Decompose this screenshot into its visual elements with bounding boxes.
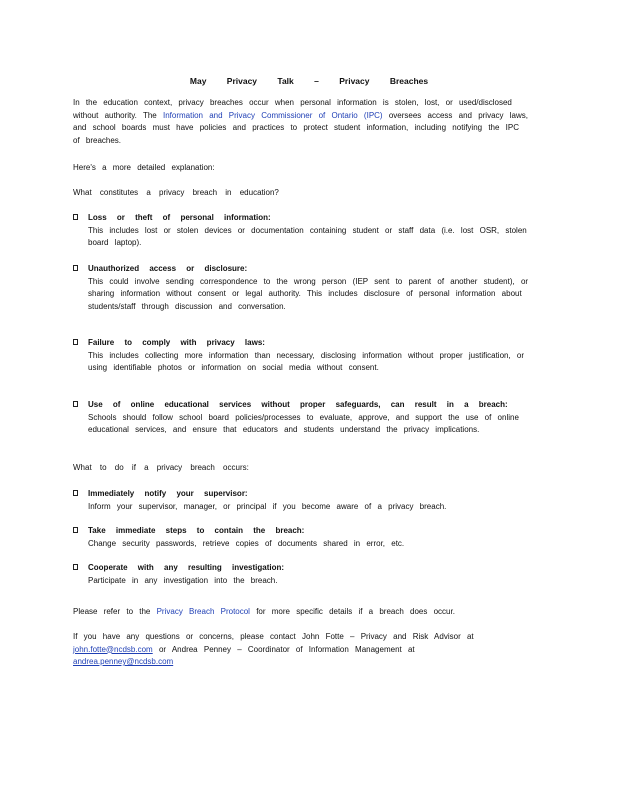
contact-intro-text: If you have any questions or concerns, please contact John Fotte – Privacy and Risk Advisor at <box>73 632 474 641</box>
action-body: Inform your supervisor, manager, or principal if you become aware of a privacy breach. <box>88 501 447 511</box>
protocol-paragraph <box>73 606 543 619</box>
action-heading: Immediately notify your supervisor: <box>88 489 248 498</box>
breach-heading: Unauthorized access or disclosure: <box>88 264 248 273</box>
protocol-text-before: Please refer to the <box>73 607 157 616</box>
intro-text-after: oversees access and privacy laws, and school boards must have policies and practices to protect student information, including notifying the IPC of breaches. <box>73 110 528 145</box>
breach-body: This includes collecting more information than necessary, disclosing information without proper justification, or using identifiable photos or information on social media without consent. <box>88 350 525 372</box>
breach-body: This includes lost or stolen devices or documentation containing student or staff data (i.e. lost OSR, stolen board laptop). <box>88 225 527 247</box>
page-title: May Privacy Talk – Privacy Breaches <box>189 76 429 86</box>
action-heading: Cooperate with any resulting investigation: <box>88 563 285 572</box>
breach-heading: Failure to comply with privacy laws: <box>88 338 265 347</box>
ipc-link[interactable]: Information and Privacy Commissioner of Ontario (IPC) <box>162 110 383 120</box>
more-detail-text: Here's a more detailed explanation: <box>73 163 215 172</box>
breach-body: Schools should follow school board policies/processes to evaluate, approve, and support the use of online educational services, and ensure that educators and students understand the privacy implications. <box>88 412 519 434</box>
checkbox-bullet-icon <box>73 265 78 271</box>
action-body: Participate in any investigation into the breach. <box>88 575 278 585</box>
privacy-breach-protocol-link[interactable]: Privacy Breach Protocol <box>156 607 250 616</box>
action-heading: Take immediate steps to contain the breach: <box>88 526 305 535</box>
intro-text-before: In the education context, privacy breaches occur when personal information is stolen, lost, or used/disclosed without authority. The <box>73 98 512 120</box>
breach-heading: Loss or theft of personal information: <box>88 213 271 222</box>
breach-body: This could involve sending correspondence to the wrong person (IEP sent to parent of another student), or sharing information without consent or legal authority. This includes disclosure of personal information about students/staff through discussion and conversation. <box>88 276 529 311</box>
andrea-penney-email-link[interactable]: andrea.penney@ncdsb.com <box>73 657 174 666</box>
checkbox-bullet-icon <box>73 401 78 407</box>
action-body: Change security passwords, retrieve copies of documents shared in error, etc. <box>88 538 405 548</box>
john-fotte-email-link[interactable]: john.fotte@ncdsb.com <box>73 644 153 654</box>
checkbox-bullet-icon <box>73 339 78 345</box>
checkbox-bullet-icon <box>73 564 78 570</box>
checkbox-bullet-icon <box>73 527 78 533</box>
checkbox-bullet-icon <box>73 214 78 220</box>
protocol-text-after: for more specific details if a breach does occur. <box>249 607 455 616</box>
contact-paragraph <box>73 631 533 669</box>
contact-middle-text: or Andrea Penney – Coordinator of Information Management at <box>152 644 415 654</box>
breach-heading: Use of online educational services without proper safeguards, can result in a breach: <box>88 400 508 409</box>
question-what-constitutes: What constitutes a privacy breach in education? <box>73 188 279 197</box>
checkbox-bullet-icon <box>73 490 78 496</box>
intro-paragraph <box>73 97 528 147</box>
question-what-to-do: What to do if a privacy breach occurs: <box>73 463 249 472</box>
